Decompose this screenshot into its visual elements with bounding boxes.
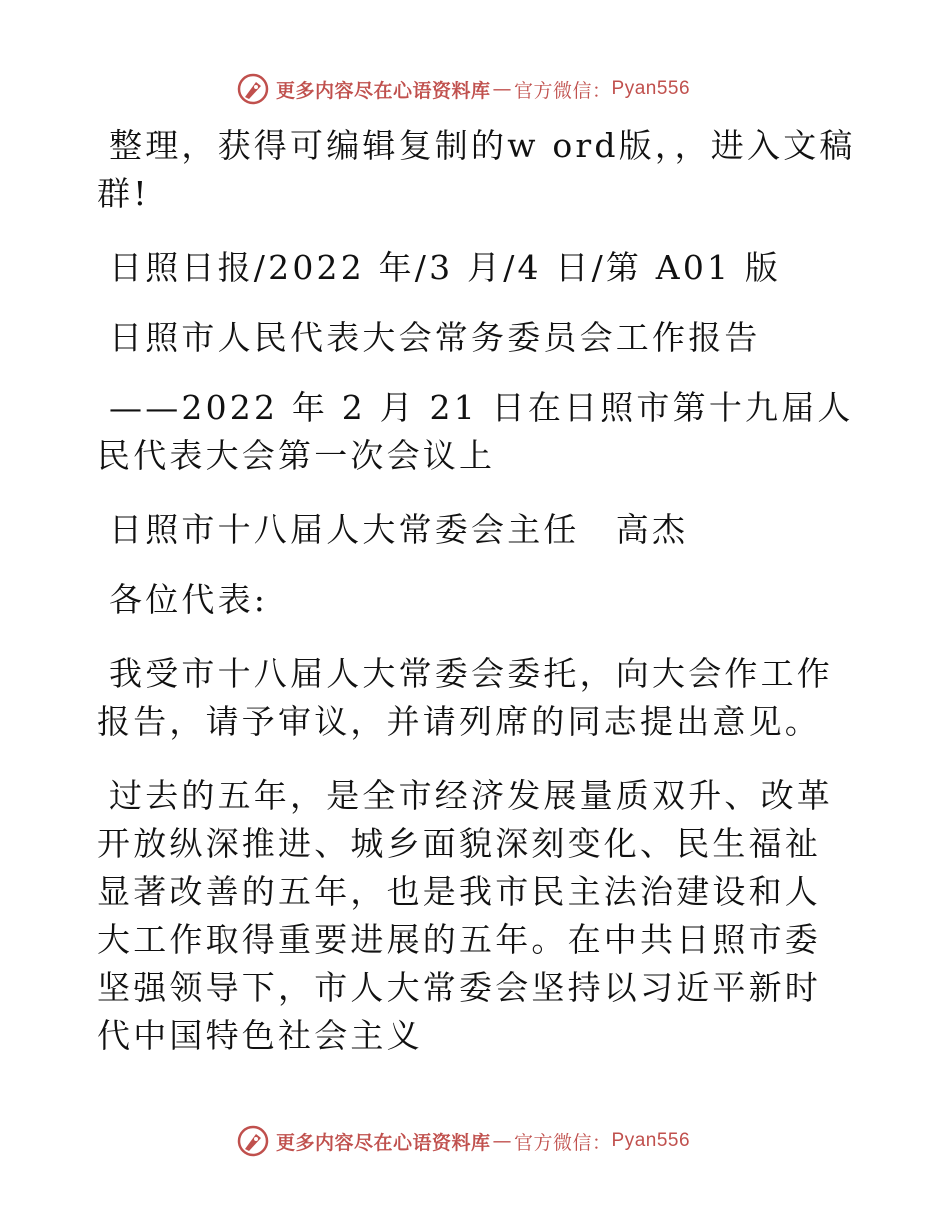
watermark-account: Pyan556	[611, 78, 691, 99]
watermark-main-text: 更多内容尽在心语资料库	[276, 79, 491, 102]
paragraph-source-line: 日照日报/2022 年/3 月/4 日/第 A01 版	[109, 248, 782, 287]
watermark-account: Pyan556	[611, 1130, 691, 1151]
watermark-header	[236, 72, 690, 106]
paragraph-body-2: 过去的五年，是全市经济发展量质双升、改革开放纵深推进、城乡面貌深刻变化、民生福祉显著改善的五年，也是我市民主法治建设和人大工作取得重要进展的五年。在中共日照市委坚强领导下，市人大常委会坚持以习近平新时代中国特色社会主义	[97, 776, 833, 1055]
document-title: 日照市人民代表大会常务委员会工作报告	[109, 318, 761, 357]
paragraph-body-1: 我受市十八届人大常委会委托，向大会作工作报告，请予审议，并请列席的同志提出意见。	[97, 654, 833, 741]
salutation: 各位代表:	[109, 580, 269, 619]
pen-nib-circle-icon	[236, 1124, 270, 1158]
watermark-tail-text: 官方微信：	[514, 79, 612, 102]
watermark-tail-text: 官方微信：	[514, 1131, 612, 1154]
document-author: 日照市十八届人大常委会主任 高杰	[109, 510, 689, 549]
watermark-separator: —	[492, 1130, 513, 1152]
document-subtitle: ——2022 年 2 月 21 日在日照市第十九届人民代表大会第一次会议上	[97, 388, 854, 475]
paragraph-intro-note: 整理，获得可编辑复制的w ord版，，进入文稿群!	[97, 126, 856, 213]
watermark-separator: —	[492, 78, 513, 100]
pen-nib-circle-icon	[236, 72, 270, 106]
watermark-footer	[236, 1124, 690, 1158]
document-body	[97, 122, 857, 1086]
watermark-main-text: 更多内容尽在心语资料库	[276, 1131, 491, 1154]
